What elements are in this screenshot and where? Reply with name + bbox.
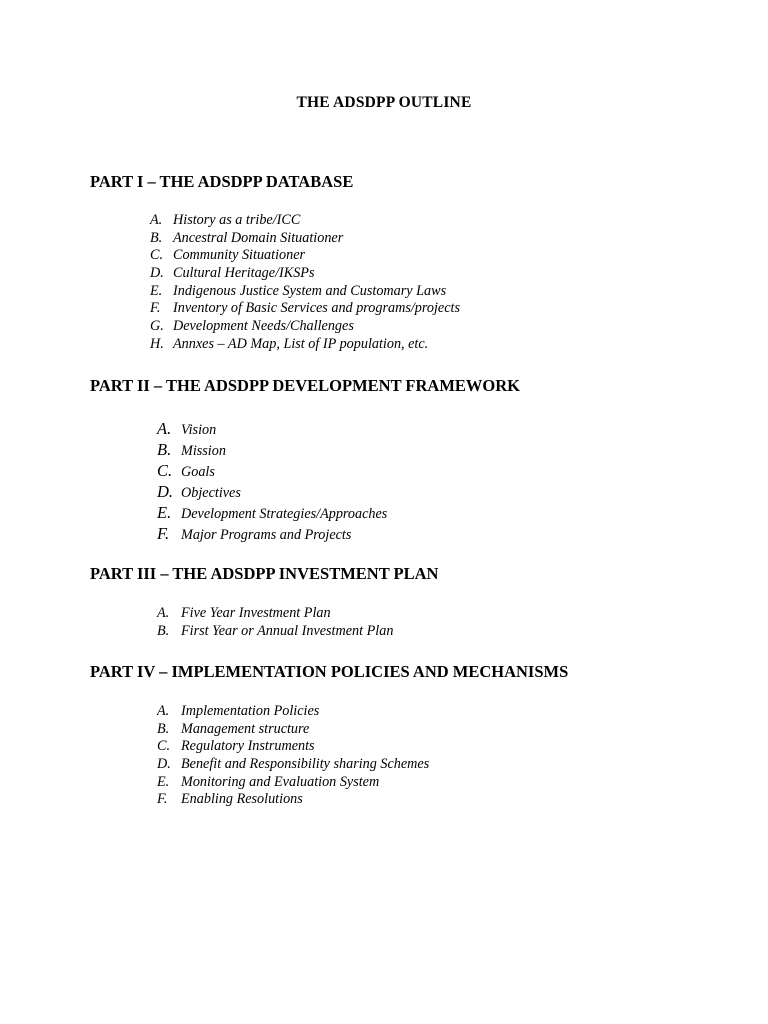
part-3-list <box>157 604 393 640</box>
list-item-letter: A. <box>157 703 170 719</box>
document-title: THE ADSDPP OUTLINE <box>296 94 472 111</box>
list-item <box>157 523 387 544</box>
list-item-text: Inventory of Basic Services and programs/projects <box>173 300 460 317</box>
list-item-text: Monitoring and Evaluation System <box>181 773 380 790</box>
list-item-text: Development Strategies/Approaches <box>181 506 388 522</box>
list-item-text: Five Year Investment Plan <box>181 605 331 621</box>
list-item <box>157 418 387 439</box>
list-item-text: Benefit and Responsibility sharing Schemes <box>181 756 430 773</box>
list-item-text: Development Needs/Challenges <box>173 318 354 335</box>
list-item <box>157 502 387 523</box>
list-item-letter: D. <box>150 265 164 282</box>
list-item-letter: F. <box>157 524 170 543</box>
list-item <box>157 703 429 721</box>
list-item-letter: B. <box>150 229 163 246</box>
list-item <box>157 774 429 792</box>
list-item-letter: A. <box>150 212 163 228</box>
list-item-letter: D. <box>157 756 171 773</box>
list-item <box>150 247 460 265</box>
list-item-letter: F. <box>157 791 168 808</box>
list-item <box>157 756 429 774</box>
list-item <box>157 622 393 640</box>
list-item <box>157 738 429 756</box>
list-item-text: Ancestral Domain Situationer <box>173 229 344 246</box>
list-item <box>150 300 460 318</box>
part-1-list <box>150 212 460 354</box>
part-4-list <box>157 703 429 809</box>
list-item-letter: E. <box>157 503 172 522</box>
list-item-letter: B. <box>157 720 170 737</box>
list-item-text: Objectives <box>181 485 241 501</box>
list-item-letter: C. <box>157 461 173 480</box>
list-item-letter: H. <box>150 335 164 352</box>
list-item-text: Major Programs and Projects <box>181 527 352 543</box>
list-item-text: Mission <box>181 443 226 459</box>
list-item <box>157 481 387 502</box>
list-item <box>150 230 460 248</box>
list-item <box>157 439 387 460</box>
list-item-letter: G. <box>150 318 164 335</box>
list-item-text: Management structure <box>181 720 310 737</box>
list-item <box>150 265 460 283</box>
list-item-letter: F. <box>150 300 161 317</box>
list-item-text: First Year or Annual Investment Plan <box>181 623 394 639</box>
list-item-letter: A. <box>157 605 170 621</box>
list-item <box>157 604 393 622</box>
list-item <box>157 460 387 481</box>
part-2-list <box>157 418 387 544</box>
list-item-text: Enabling Resolutions <box>181 791 303 808</box>
part-2-heading: PART II – THE ADSDPP DEVELOPMENT FRAMEWORK <box>90 376 520 395</box>
list-item-text: Cultural Heritage/IKSPs <box>173 265 315 282</box>
list-item <box>150 336 460 354</box>
list-item-letter: C. <box>150 247 164 264</box>
list-item-text: Implementation Policies <box>181 703 320 719</box>
list-item <box>150 283 460 301</box>
list-item-text: Community Situationer <box>173 247 306 264</box>
list-item-text: Regulatory Instruments <box>181 738 315 755</box>
list-item-letter: B. <box>157 623 170 639</box>
list-item <box>157 791 429 809</box>
list-item-text: Indigenous Justice System and Customary Laws <box>173 282 447 299</box>
list-item-text: Annxes – AD Map, List of IP population, etc. <box>173 335 429 352</box>
list-item-text: History as a tribe/ICC <box>173 212 301 228</box>
list-item-text: Vision <box>181 422 217 438</box>
list-item-letter: E. <box>150 282 163 299</box>
list-item-text: Goals <box>181 464 215 480</box>
list-item <box>150 212 460 230</box>
list-item-letter: D. <box>157 482 174 501</box>
list-item-letter: A. <box>157 419 172 438</box>
list-item <box>157 721 429 739</box>
list-item <box>150 318 460 336</box>
list-item-letter: E. <box>157 773 170 790</box>
list-item-letter: B. <box>157 440 172 459</box>
part-1-heading: PART I – THE ADSDPP DATABASE <box>90 172 354 191</box>
list-item-letter: C. <box>157 738 171 755</box>
part-4-heading: PART IV – IMPLEMENTATION POLICIES AND MECHANISMS <box>90 662 569 681</box>
part-3-heading: PART III – THE ADSDPP INVESTMENT PLAN <box>90 564 439 583</box>
